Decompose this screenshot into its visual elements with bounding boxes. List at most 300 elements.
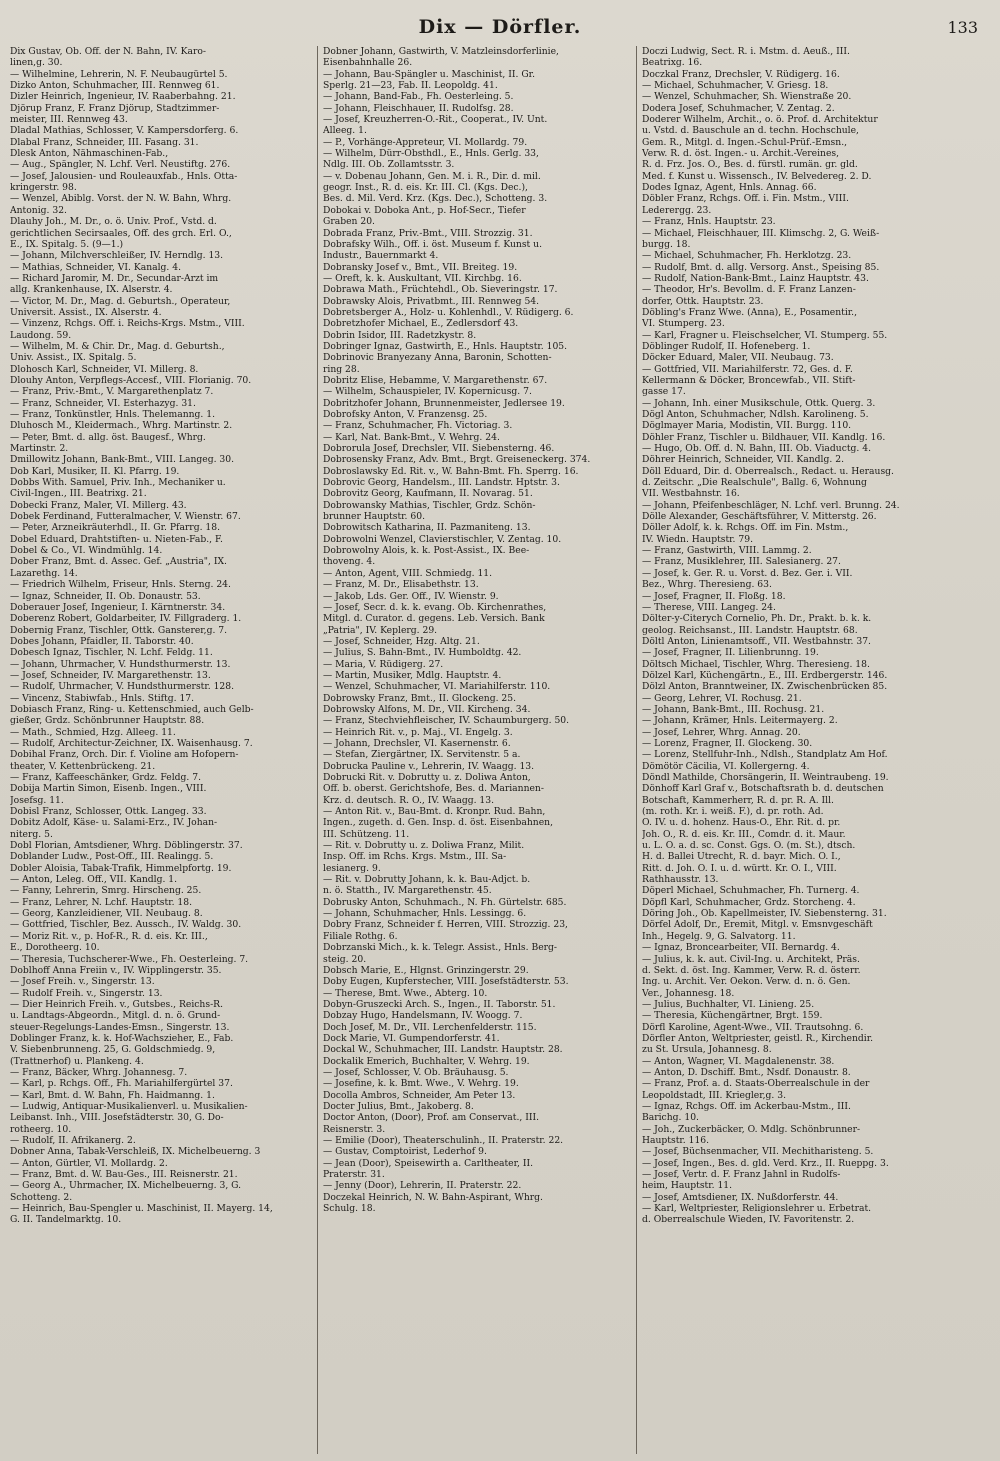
directory-entry: — P., Vorhänge-Appreteur, VI. Mollardg. 79. (323, 136, 528, 148)
directory-entry: — Oreft, k. k. Auskultant, VII. Kirchbg. 16. (323, 272, 522, 284)
directory-entry: — Franz, Hnls. Hauptstr. 23. (642, 216, 776, 228)
directory-entry: — Georg, Lehrer, VI. Rochusg. 21. (642, 692, 802, 704)
page-header (0, 12, 1000, 46)
directory-entry: Dobrowsky Alfons, M. Dr., VII. Kircheng. 34. (323, 703, 531, 715)
directory-entry: Docter Julius, Bmt., Jakoberg. 8. (323, 1100, 474, 1112)
directory-entry: Döbling's Franz Wwe. (Anna), E., Posamentir., (642, 306, 857, 318)
directory-entry: Civil-Ingen., III. Beatrixg. 21. (10, 488, 147, 500)
directory-entry: — Franz, Tonkünstler, Hnls. Thelemanng. 1. (10, 409, 216, 420)
directory-entry: dorfer, Ottk. Hauptstr. 23. (642, 295, 764, 307)
directory-entry: Mitgl. d. Curator. d. gegens. Leb. Versich. Bank (323, 613, 545, 625)
directory-entry: brunner Hauptstr. 60. (323, 511, 425, 523)
directory-entry: — Wenzel, Schuhmacher, VI. Mariahilferstr. 110. (323, 681, 551, 693)
directory-entry: Dlabal Franz, Schneider, III. Fasang. 31. (10, 136, 199, 148)
directory-entry: — Franz, Bmt. d. W. Bau-Ges., III. Reisnerstr. 21. (10, 1169, 238, 1181)
directory-entry: Dobrovitz Georg, Kaufmann, II. Novarag. 51. (323, 488, 533, 500)
directory-entry: Dix Gustav, Ob. Off. der N. Bahn, IV. Karo- (10, 46, 207, 57)
directory-entry: — Franz, Bäcker, Whrg. Johannesg. 7. (10, 1066, 188, 1078)
directory-entry: theater, V. Kettenbrückeng. 21. (10, 760, 156, 772)
directory-entry: — Wilhelm, Schauspieler, IV. Kopernicusg. 7. (323, 386, 532, 398)
directory-entry: Ver., Johannesg. 18. (642, 987, 735, 999)
directory-entry: Dölzl Anton, Branntweiner, IX. Zwischenbrücken 85. (642, 681, 888, 693)
directory-entry: Botschaft, Kammerherr, R. d. pr. R. A. Ill. (642, 794, 834, 806)
directory-entry: Doczi Ludwig, Sect. R. i. Mstm. d. Aeuß., III. (642, 46, 850, 57)
directory-entry: — Rudolf, II. Afrikanerg. 2. (10, 1135, 136, 1146)
directory-entry: R. d. Frz. Jos. O., Bes. d. fürstl. rumän. gr. gld. (642, 159, 858, 171)
directory-entry: V. Siebenbrunneng. 25, G. Goldschmiedg. 9, (10, 1044, 216, 1056)
directory-entry: Döring Joh., Ob. Kapellmeister, IV. Siebensterng. 31. (642, 908, 887, 920)
directory-entry: — Michael, Schuhmacher, Fh. Herklotzg. 23. (642, 250, 852, 262)
directory-entry: gasse 17. (642, 386, 686, 398)
directory-entry: O. IV. u. d. hohenz. Haus-O., Ehr. Rit. d. pr. (642, 817, 841, 829)
directory-entry: — Lorenz, Stellfuhr-Inh., Ndlsh., Standplatz Am Hof. (642, 749, 888, 761)
directory-entry: Praterstr. 31. (323, 1169, 385, 1181)
directory-entry: — Franz, Kaffeeschänker, Grdz. Feldg. 7. (10, 772, 202, 783)
directory-entry: Inh., Hegelg. 9, G. Salvatorg. 11. (642, 930, 796, 942)
directory-entry: — Johann, Schuhmacher, Hnls. Lessingg. 6. (323, 908, 527, 920)
directory-entry: Doblander Ludw., Post-Off., III. Realingg. 5. (10, 851, 214, 863)
directory-entry: — Ignaz, Broncearbeiter, VII. Bernardg. 4. (642, 942, 840, 954)
directory-entry: — Julius, k. k. aut. Civil-Ing. u. Architekt, Präs. (642, 953, 860, 965)
directory-entry: — Josef, k. Ger. R. u. Vorst. d. Bez. Ger. i. VII. (642, 567, 853, 579)
directory-entry: — Josef, Fragner, II. Lilienbrunng. 19. (642, 647, 819, 659)
directory-entry: Dobiasch Franz, Ring- u. Kettenschmied, auch Gelb- (10, 703, 254, 715)
directory-entry: Leibanst. Inh., VIII. Josefstädterstr. 30, G. Do- (10, 1112, 224, 1124)
directory-entry: steuer-Regelungs-Landes-Emsn., Singerstr. 13. (10, 1021, 230, 1033)
directory-entry: steig. 20. (323, 953, 367, 965)
directory-entry: VII. Westbahnstr. 16. (642, 488, 740, 500)
directory-entry: linen,g. 30. (10, 57, 63, 69)
directory-entry: — Anton, Agent, VIII. Schmiedg. 11. (323, 567, 493, 579)
directory-entry: — Richard Jaromir, M. Dr., Secundar-Arzt im (10, 272, 219, 284)
directory-entry: — Wenzel, Abiblg. Vorst. der N. W. Bahn, Whrg. (10, 193, 232, 205)
directory-entry: Dobrafsky Wilh., Off. i. öst. Museum f. Kunst u. (323, 238, 543, 250)
directory-entry: Doderer Wilhelm, Archit., o. ö. Prof. d. Architektur (642, 114, 878, 126)
directory-entry: — Karl, Bmt. d. W. Bahn, Fh. Haidmanng. 1. (10, 1089, 215, 1101)
directory-entry: Dobbs With. Samuel, Priv. Inh., Mechaniker u. (10, 477, 226, 489)
directory-entry: — Hugo, Ob. Off. d. N. Bahn, III. Ob. Viaductg. 4. (642, 443, 872, 455)
directory-entry: — Johann, Drechsler, VI. Kasernenstr. 6. (323, 737, 511, 749)
directory-entry: Insp. Off. im Rchs. Krgs. Mstm., III. Sa- (323, 851, 507, 863)
directory-entry: — v. Dobenau Johann, Gen. M. i. R., Dir. d. mil. (323, 170, 541, 182)
directory-entry: Dodes Ignaz, Agent, Hnls. Annag. 66. (642, 182, 817, 194)
directory-entry: — Josef, Ingen., Bes. d. gld. Verd. Krz., II. Rueppg. 3. (642, 1157, 889, 1169)
directory-entry: geolog. Reichsanst., III. Landstr. Hauptstr. 68. (642, 624, 858, 636)
directory-entry: — Moriz Rit. v., p. Hof-R., R. d. eis. Kr. III., (10, 930, 208, 942)
directory-entry: — Vincenz, Stabiwfab., Hnls. Stiftg. 17. (10, 692, 195, 704)
directory-entry: Dobrowansky Mathias, Tischler, Grdz. Schön- (323, 499, 536, 511)
directory-entry: III. Schützeng. 11. (323, 828, 410, 840)
directory-entry: burgg. 18. (642, 238, 691, 250)
directory-entry: — Anton, Leleg. Off., VII. Kandlg. 1. (10, 874, 178, 886)
directory-entry: Gem. R., Mitgl. d. Ingen.-Schul-Prüf.-Emsn., (642, 136, 848, 148)
directory-entry: u. Landtags-Abgeordn., Mitgl. d. n. ö. Grund- (10, 1010, 221, 1022)
directory-entry: Schulg. 18. (323, 1203, 376, 1215)
directory-entry: — Josef Freih. v., Singerstr. 13. (10, 976, 155, 988)
directory-entry: Dizko Anton, Schuhmacher, III. Rennweg 61. (10, 80, 220, 92)
directory-entry: Dobrawa Math., Früchtehdl., Ob. Sieveringstr. 17. (323, 284, 558, 296)
directory-entry: Doczkal Franz, Drechsler, V. Rüdigerg. 16. (642, 68, 840, 80)
directory-entry: Doblinger Franz, k. k. Hof-Wachszieher, E., Fab. (10, 1032, 234, 1044)
directory-entry: — Fanny, Lehrerin, Smrg. Hirscheng. 25. (10, 885, 202, 897)
directory-entry: — Rit. v. Dobrutty u. z. Doliwa Franz, Milit. (323, 840, 525, 852)
directory-entry: — Michael, Schuhmacher, V. Griesg. 18. (642, 80, 829, 92)
directory-entry: Dladal Mathias, Schlosser, V. Kampersdorferg. 6. (10, 125, 239, 137)
directory-entry: d. Sekt. d. öst. Ing. Kammer, Verw. R. d. österr. (642, 964, 861, 976)
directory-entry: Doch Josef, M. Dr., VII. Lerchenfelderstr. 115. (323, 1021, 537, 1033)
directory-entry: Doblhoff Anna Freiin v., IV. Wipplingerstr. 35. (10, 964, 222, 976)
directory-entry: Univ. Assist., IX. Spitalg. 5. (10, 352, 137, 364)
directory-entry: Eisenbahnhalle 26. (323, 57, 413, 69)
directory-entry: — Franz, Schuhmacher, Fh. Victoriag. 3. (323, 420, 513, 432)
directory-entry: E., IX. Spitalg. 5. (9—1.) (10, 238, 124, 250)
directory-entry: Dobokai v. Doboka Ant., p. Hof-Secr., Tiefer (323, 204, 526, 216)
directory-entry: Josefsg. 11. (10, 794, 64, 806)
directory-entry: — Mathias, Schneider, VI. Kanalg. 4. (10, 261, 182, 273)
directory-entry: Dobisl Franz, Schlosser, Ottk. Langeg. 33. (10, 806, 207, 818)
directory-entry: — Karl, Nat. Bank-Bmt., V. Wehrg. 24. (323, 431, 500, 443)
directory-entry: — Joh., Zuckerbäcker, O. Mdlg. Schönbrunner- (642, 1123, 861, 1135)
directory-entry: Dobner Anna, Tabak-Verschleiß, IX. Michelbeuerng. 3 (10, 1146, 261, 1158)
directory-entry: — Rudolf, Nation-Bank-Bmt., Lainz Hauptstr. 43. (642, 272, 869, 284)
directory-entry: Dobrin Isidor, III. Radetzkystr. 8. (323, 329, 477, 341)
directory-entry: — Franz, M. Dr., Elisabethstr. 13. (323, 579, 479, 591)
directory-entry: allg. Krankenhause, IX. Alserstr. 4. (10, 284, 173, 296)
directory-entry: Kellermann & Döcker, Broncewfab., VII. Stift- (642, 374, 856, 386)
directory-entry: Dmillowitz Johann, Bank-Bmt., VIII. Langeg. 30. (10, 454, 235, 466)
directory-entry: Dörfler Anton, Weltpriester, geistl. R., Kirchendir. (642, 1032, 874, 1044)
directory-entry: — Lorenz, Fragner, II. Glockeng. 30. (642, 737, 813, 749)
directory-entry: — Peter, Arzneikräuterhdl., II. Gr. Pfarrg. 18. (10, 522, 221, 534)
directory-entry: Döblinger Rudolf, II. Hofeneberg. 1. (642, 340, 811, 352)
directory-entry: — Franz, Musiklehrer, III. Salesianerg. 27. (642, 556, 841, 568)
directory-entry: Antonig. 32. (10, 204, 67, 216)
directory-entry: Dobrorula Josef, Drechsler, VII. Siebensterng. 46. (323, 443, 555, 455)
directory-entry: Dobner Johann, Gastwirth, V. Matzleinsdorferlinie, (323, 46, 559, 57)
directory-entry: heim, Hauptstr. 11. (642, 1180, 733, 1192)
directory-entry: Dobl Florian, Amtsdiener, Whrg. Döblingerstr. 37. (10, 840, 243, 852)
directory-entry: — Johann, Inh. einer Musikschule, Ottk. Querg. 3. (642, 397, 876, 409)
directory-entry: — Theresia, Tuchscherer-Wwe., Fh. Oesterleing. 7. (10, 953, 249, 965)
directory-entry: „Patria", IV. Keplerg. 29. (323, 624, 438, 636)
directory-entry: E., Dorotheerg. 10. (10, 942, 100, 954)
page-number: 133 (947, 18, 978, 37)
directory-entry: Sperlg. 21—23, Fab. II. Leopoldg. 41. (323, 80, 498, 92)
directory-entry: Döltsch Michael, Tischler, Whrg. Theresieng. 18. (642, 658, 870, 670)
directory-entry: Dlauhy Joh., M. Dr., o. ö. Univ. Prof., Vstd. d. (10, 216, 217, 228)
directory-entry: Dobesch Ignaz, Tischler, N. Lchf. Feldg. 11. (10, 647, 213, 659)
directory-entry: Dobsch Marie, E., Hlgnst. Grinzingerstr. 29. (323, 964, 529, 976)
directory-entry: — Rudolf, Architectur-Zeichner, IX. Waisenhausg. 7. (10, 737, 253, 749)
directory-entry: Dobritz Elise, Hebamme, V. Margarethenstr. 67. (323, 374, 548, 386)
directory-entry: — Karl, Weltpriester, Religionslehrer u. Erbetrat. (642, 1203, 872, 1215)
directory-entry: — Theodor, Hr's. Bevollm. d. F. Franz Lanzen- (642, 284, 856, 296)
directory-entry: Dobrucka Pauline v., Lehrerin, IV. Waagg. 13. (323, 760, 535, 772)
directory-entry: — Josef, Schlosser, V. Ob. Bräuhausg. 5. (323, 1066, 509, 1078)
directory-entry: Dobecki Franz, Maler, VI. Millerg. 43. (10, 499, 187, 511)
directory-entry: Lederergg. 23. (642, 204, 712, 216)
directory-entry: — Johann, Bank-Bmt., III. Rochusg. 21. (642, 703, 825, 715)
directory-entry: Dobel & Co., VI. Windmühlg. 14. (10, 545, 163, 557)
directory-entry: Dobrowitsch Katharina, II. Pazmaniteng. 13. (323, 522, 531, 534)
directory-entry: Dodera Josef, Schuhmacher, V. Zentag. 2. (642, 102, 835, 114)
directory-entry: Dobihal Franz, Orch. Dir. f. Violine am Hofopern- (10, 749, 239, 761)
directory-entry: Dobrofsky Anton, V. Franzensg. 25. (323, 409, 488, 420)
directory-entry: — Math., Schmied, Hzg. Alleeg. 11. (10, 726, 176, 738)
directory-entry: — Gustav, Comptoirist, Lederhof 9. (323, 1146, 487, 1158)
directory-entry: Dobrovic Georg, Handelsm., III. Landstr. Hptstr. 3. (323, 477, 560, 489)
directory-entry: Dölzel Karl, Küchengärtn., E., III. Erdbergerstr. 146. (642, 669, 888, 681)
directory-entry: Laudong. 59. (10, 329, 72, 341)
directory-entry: — Emilie (Door), Theaterschulinh., II. Praterstr. 22. (323, 1135, 564, 1146)
directory-entry: — Ignaz, Schneider, II. Ob. Donaustr. 53. (10, 590, 201, 602)
directory-entry: Doctor Anton, (Door), Prof. am Conservat., III. (323, 1112, 540, 1124)
directory-entry: — Josef, Lehrer, Whrg. Annag. 20. (642, 726, 801, 738)
directory-entry: — Jean (Door), Speisewirth a. Carltheater, II. (323, 1157, 534, 1169)
directory-entry: Dobritzhofer Johann, Brunnenmeister, Jedlersee 19. (323, 397, 565, 409)
directory-entry: H. d. Ballei Utrecht, R. d. bayr. Mich. O. I., (642, 851, 841, 863)
directory-entry: Dobrowsky Franz, Bmt., II. Glockeng. 25. (323, 692, 517, 704)
directory-entry: Docolla Ambros, Schneider, Am Peter 13. (323, 1089, 516, 1101)
directory-entry: Dob Karl, Musiker, II. Kl. Pfarrg. 19. (10, 465, 180, 477)
directory-entry: rotheerg. 10. (10, 1123, 72, 1135)
directory-entry: Dönhoff Karl Graf v., Botschaftsrath b. d. deutschen (642, 783, 884, 795)
directory-entry: Ndlg. III. Ob. Zollamtsstr. 3. (323, 159, 455, 171)
directory-entry: — Josef, Schneider, IV. Margarethenstr. 13. (10, 669, 211, 681)
directory-entry: — Victor, M. Dr., Mag. d. Geburtsh., Operateur, (10, 295, 231, 307)
directory-entry: (Trattnerhof) u. Plankeng. 4. (10, 1055, 144, 1067)
directory-entry: Joh. O., R. d. eis. Kr. III., Comdr. d. it. Maur. (642, 828, 846, 840)
directory-entry: IV. Wiedn. Hauptstr. 79. (642, 533, 754, 545)
directory-entry: meister, III. Rennweg 43. (10, 114, 128, 126)
directory-entry: Dobrinovic Branyezany Anna, Baronin, Schotten- (323, 352, 552, 364)
directory-entry: — Gottfried, Tischler, Bez. Aussch., IV. Waldg. 30. (10, 919, 242, 931)
directory-entry: — Jenny (Door), Lehrerin, II. Praterstr. 22. (323, 1180, 522, 1192)
directory-entry: — Johann, Band-Fab., Fh. Oesterleing. 5. (323, 91, 514, 103)
directory-entry: Ingen., zugeth. d. Gen. Insp. d. öst. Eisenbahnen, (323, 817, 553, 829)
directory-entry: — Rit. v. Dobrutty Johann, k. k. Bau-Adjct. b. (323, 874, 531, 886)
directory-entry: Dobes Johann, Pfaidler, II. Taborstr. 40. (10, 635, 194, 647)
directory-entry: gießer, Grdz. Schönbrunner Hauptstr. 88. (10, 715, 205, 727)
directory-entry: zu St. Ursula, Johannesg. 8. (642, 1044, 772, 1056)
directory-entry: Döndl Mathilde, Chorsängerin, II. Weintraubeng. 19. (642, 772, 889, 783)
directory-entry: Dobzay Hugo, Handelsmann, IV. Woogg. 7. (323, 1010, 523, 1022)
directory-entry: Dölter-y-Citerych Cornelio, Ph. Dr., Prakt. b. k. k. (642, 613, 872, 625)
directory-entry: Hauptstr. 116. (642, 1135, 710, 1146)
directory-entry: Dobransky Josef v., Bmt., VII. Breiteg. 19. (323, 261, 518, 273)
directory-entry: Dlohosch Karl, Schneider, VI. Millerg. 8. (10, 363, 199, 375)
directory-entry: Döperl Michael, Schuhmacher, Fh. Turnerg. 4. (642, 885, 860, 897)
directory-entry: — Vinzenz, Rchgs. Off. i. Reichs-Krgs. Mstm., VIII. (10, 318, 245, 330)
directory-entry: VI. Stumperg. 23. (642, 318, 725, 330)
directory-entry: Dockal W., Schuhmacher, III. Landstr. Hauptstr. 28. (323, 1044, 563, 1056)
directory-entry: — Aug., Spängler, N. Lchf. Verl. Neustiftg. 276. (10, 159, 231, 171)
directory-entry: Döpfl Karl, Schuhmacher, Grdz. Storcheng. 4. (642, 896, 856, 908)
directory-entry: Rathhausstr. 13. (642, 874, 719, 886)
directory-entry: — Jakob, Lds. Ger. Off., IV. Wienstr. 9. (323, 590, 499, 602)
directory-entry: Dlesk Anton, Nähmaschinen-Fab., (10, 148, 169, 160)
directory-entry: d. Zeitschr. „Die Realschule", Ballg. 6, Wohnung (642, 477, 867, 489)
directory-entry: Dobrusky Anton, Schuhmach., N. Fh. Gürtelstr. 685. (323, 896, 567, 908)
directory-entry: Dobel Eduard, Drahtstiften- u. Nieten-Fab., F. (10, 533, 223, 545)
directory-entry: Doberauer Josef, Ingenieur, I. Kärntnerstr. 34. (10, 601, 226, 613)
directory-entry: Dluhosch M., Kleidermach., Whrg. Martinstr. 2. (10, 420, 233, 432)
directory-entry: Lazarethg. 14. (10, 567, 78, 579)
directory-entry: Dizler Heinrich, Ingenieur, IV. Raaberbahng. 21. (10, 91, 236, 103)
directory-entry: Dobretzhofer Michael, E., Zedlersdorf 43. (323, 318, 519, 330)
directory-entry: Döll Eduard, Dir. d. Oberrealsch., Redact. u. Herausg. (642, 465, 894, 477)
directory-entry: Dömötör Cäcilia, VI. Kollergerng. 4. (642, 760, 810, 772)
directory-entry: Leopoldstadt, III. Kriegler,g. 3. (642, 1089, 787, 1101)
directory-entry: — Josef, Jalousien- und Rouleauxfab., Hnls. Otta- (10, 170, 238, 182)
directory-entry: Dobroslawsky Ed. Rit. v., W. Bahn-Bmt. Fh. Sperrg. 16. (323, 465, 579, 477)
directory-entry: gerichtlichen Secirsaales, Off. des grch. Erl. O., (10, 227, 232, 239)
directory-entry: Dobretsberger A., Holz- u. Kohlenhdl., V. Rüdigerg. 6. (323, 306, 574, 318)
directory-entry: Ritt. d. Joh. O. I. u. d. württ. Kr. O. I., VIII. (642, 862, 837, 874)
directory-entry: Döller Adolf, k. k. Rchgs. Off. im Fin. Mstm., (642, 522, 849, 534)
directory-entry: — Wilhelmine, Lehrerin, N. F. Neubaugürtel 5. (10, 68, 228, 80)
directory-entry: d. Oberrealschule Wieden, IV. Favoritenstr. 2. (642, 1214, 855, 1226)
directory-entry: Dober Franz, Bmt. d. Assec. Gef. „Austria", IX. (10, 556, 227, 568)
directory-entry: — Johann, Bau-Spängler u. Maschinist, II. Gr. (323, 68, 535, 80)
directory-entry: Döbler Franz, Rchgs. Off. i. Fin. Mstm., VIII. (642, 193, 849, 205)
directory-entry: Dobitz Adolf, Käse- u. Salami-Erz., IV. Johan- (10, 817, 218, 829)
directory-entry: — Anton, Wagner, VI. Magdalenenstr. 38. (642, 1055, 835, 1067)
directory-entry: Dobrosensky Franz, Adv. Bmt., Brgt. Greiseneckerg. 374. (323, 454, 591, 466)
directory-entry: — Julius, S. Bahn-Bmt., IV. Humboldtg. 42. (323, 647, 522, 659)
directory-entry: Dobrada Franz, Priv.-Bmt., VIII. Strozzig. 31. (323, 227, 533, 239)
directory-entry: — Johann, Uhrmacher, V. Hundsthurmerstr. 13. (10, 658, 231, 670)
directory-entry: — Stefan, Ziergärtner, IX. Servitenstr. 5 a. (323, 749, 521, 761)
directory-entry: Martinstr. 2. (10, 443, 69, 455)
directory-entry: — Peter, Bmt. d. allg. öst. Baugesf., Whrg. (10, 431, 206, 443)
directory-entry: — Rudolf Freih. v., Singerstr. 13. (10, 987, 163, 999)
directory-entry: Dobringer Ignaz, Gastwirth, E., Hnls. Hauptstr. 105. (323, 340, 568, 352)
directory-entry: u. Vstd. d. Bauschule an d. techn. Hochschule, (642, 125, 859, 137)
running-title: Dix — Dörfler. (418, 16, 582, 38)
directory-entry: — Georg A., Uhrmacher, IX. Michelbeuerng. 3, G. (10, 1180, 242, 1192)
directory-entry: Industr., Bauernmarkt 4. (323, 250, 439, 262)
directory-entry: Döglmayer Maria, Modistin, VII. Burgg. 110. (642, 420, 852, 432)
directory-entry: Ing. u. Archit. Ver. Oekon. Verw. d. n. ö. Gen. (642, 976, 851, 988)
directory-entry: — Wenzel, Schuhmacher, Sh. Wienstraße 20. (642, 91, 852, 103)
directory-entry: — Josef, Secr. d. k. k. evang. Ob. Kirchenrathes, (323, 601, 547, 613)
directory-entry: thoveng. 4. (323, 556, 376, 568)
directory-entry: ring 28. (323, 363, 360, 375)
directory-column-left (6, 46, 318, 1454)
directory-entry: Dobrowolny Alois, k. k. Post-Assist., IX. Bee- (323, 545, 530, 557)
directory-entry: Dlouhy Anton, Verpflegs-Accesf., VIII. Florianig. 70. (10, 374, 252, 386)
directory-entry: — Therese, Bmt. Wwe., Abterg. 10. (323, 987, 488, 999)
directory-entry: Bez., Whrg. Theresieng. 63. (642, 579, 772, 591)
directory-entry: — Julius, Buchhalter, VI. Linieng. 25. (642, 998, 815, 1010)
directory-entry: — Karl, p. Rchgs. Off., Fh. Mariahilfergürtel 37. (10, 1078, 233, 1090)
directory-entry: — Franz, Priv.-Bmt., V. Margarethenplatz 7. (10, 386, 214, 398)
directory-entry: — Georg, Kanzleidiener, VII. Neubaug. 8. (10, 908, 203, 920)
directory-entry: — Maria, V. Rüdigerg. 27. (323, 658, 444, 670)
directory-entry: Bes. d. Mil. Verd. Krz. (Kgs. Dec.), Schotteng. 3. (323, 193, 548, 205)
directory-entry: (m. roth. Kr. i. weiß. F.), d. pr. roth. Ad. (642, 806, 824, 818)
directory-entry: — Franz, Gastwirth, VIII. Lammg. 2. (642, 545, 812, 557)
directory-entry: — Josef, Fragner, II. Floßg. 18. (642, 590, 786, 602)
directory-entry: Dobrawsky Alois, Privatbmt., III. Rennweg 54. (323, 295, 540, 307)
directory-entry: Universit. Assist., IX. Alserstr. 4. (10, 306, 162, 318)
directory-entry: G. II. Tandelmarktg. 10. (10, 1214, 122, 1226)
directory-entry: — Johann, Milchverschleißer, IV. Herndlg. 13. (10, 250, 224, 262)
directory-entry: kringerstr. 98. (10, 182, 77, 194)
directory-entry: niterg. 5. (10, 828, 53, 840)
directory-entry: — Josef, Kreuzherren-O.-Rit., Cooperat., IV. Unt. (323, 114, 548, 126)
directory-entry: Dögl Anton, Schuhmacher, Ndlsh. Karolineng. 5. (642, 409, 869, 420)
directory-entry: Döcker Eduard, Maler, VII. Neubaug. 73. (642, 352, 834, 364)
directory-entry: — Martin, Musiker, Mdlg. Hauptstr. 4. (323, 669, 502, 681)
directory-entry: Dobija Martin Simon, Eisenb. Ingen., VIII. (10, 783, 207, 795)
directory-entry: — Theresia, Küchengärtner, Brgt. 159. (642, 1010, 823, 1022)
directory-entry: Reisnerstr. 3. (323, 1123, 386, 1135)
directory-entry: — Johann, Krämer, Hnls. Leitermayerg. 2. (642, 715, 838, 727)
directory-entry: — Gottfried, VII. Mariahilferstr. 72, Ges. d. F. (642, 363, 853, 375)
directory-entry: Dockalik Emerich, Buchhalter, V. Wehrg. 19. (323, 1055, 530, 1067)
directory-entry: — Heinrich, Bau-Spengler u. Maschinist, II. Mayerg. 14, (10, 1203, 273, 1215)
directory-entry: Filiale Rothg. 6. (323, 930, 398, 942)
directory-entry: Med. f. Kunst u. Wissensch., IV. Belvedereg. 2. D. (642, 170, 872, 182)
directory-entry: Döhler Franz, Tischler u. Bildhauer, VII. Kandlg. 16. (642, 431, 886, 443)
directory-entry: Graben 20. (323, 216, 375, 228)
directory-entry: Dörfl Karoline, Agent-Wwe., VII. Trautsohng. 6. (642, 1021, 864, 1033)
directory-entry: — Franz, Lehrer, N. Lchf. Hauptstr. 18. (10, 896, 193, 908)
directory-entry: Dobyn-Gruszecki Arch. S., Ingen., II. Taborstr. 51. (323, 998, 556, 1010)
directory-entry: Doczekal Heinrich, N. W. Bahn-Aspirant, Whrg. (323, 1191, 543, 1203)
directory-entry: — Anton, Gürtler, VI. Mollardg. 2. (10, 1157, 168, 1169)
directory-entry: n. ö. Statth., IV. Margarethenstr. 45. (323, 885, 492, 897)
directory-entry: geogr. Inst., R. d. eis. Kr. III. Cl. (Kgs. Dec.), (323, 182, 528, 194)
directory-entry: — Franz, Schneider, VI. Esterhazyg. 31. (10, 397, 196, 409)
directory-entry: Dobrowolni Wenzel, Clavierstischler, V. Zentag. 10. (323, 533, 562, 545)
directory-entry: — Ignaz, Rchgs. Off. im Ackerbau-Mstm., III. (642, 1100, 851, 1112)
directory-entry: Dobrzanski Mich., k. k. Telegr. Assist., Hnls. Berg- (323, 942, 558, 954)
directory-entry: Barichg. 10. (642, 1112, 699, 1124)
directory-entry: Dölle Alexander, Geschäftsführer, V. Mitterstg. 26. (642, 511, 877, 523)
directory-entry: Off. b. oberst. Gerichtshofe, Bes. d. Mariannen- (323, 783, 544, 795)
directory-entry: — Josefine, k. k. Bmt. Wwe., V. Wehrg. 19. (323, 1078, 519, 1090)
directory-entry: — Josef, Büchsenmacher, VII. Mechitharisteng. 5. (642, 1146, 874, 1158)
directory-entry: — Anton, D. Dschiff. Bmt., Nsdf. Donaustr. 8. (642, 1066, 851, 1078)
directory-entry: — Johann, Fleischhauer, II. Rudolfsg. 28. (323, 102, 514, 114)
directory-column-right (638, 46, 994, 1454)
directory-column-middle (319, 46, 637, 1454)
directory-entry: Verw. R. d. öst. Ingen.- u. Archit.-Vereines, (642, 148, 840, 160)
directory-entry: — Michael, Fleischhauer, III. Klimschg. 2, G. Weiß- (642, 227, 880, 239)
directory-entry: Dobry Franz, Schneider f. Herren, VIII. Strozzig. 23, (323, 919, 568, 931)
directory-entry: Dobernig Franz, Tischler, Ottk. Gansterer,g. 7. (10, 624, 228, 636)
directory-entry: — Rudolf, Bmt. d. allg. Versorg. Anst., Speising 85. (642, 261, 880, 273)
directory-entry: — Friedrich Wilhelm, Friseur, Hnls. Sterng. 24. (10, 579, 231, 591)
directory-entry: Dobler Aloisia, Tabak-Trafik, Himmelpfortg. 19. (10, 862, 232, 874)
directory-entry: Alleeg. 1. (323, 125, 367, 137)
directory-entry: Dörfel Adolf, Dr., Eremit, Mitgl. v. Emsnvgeschäft (642, 919, 873, 931)
directory-entry: Döltl Anton, Linienamtsoff., VII. Westbahnstr. 37. (642, 635, 871, 647)
directory-entry: — Karl, Fragner u. Fleischselcher, VI. Stumperg. 55. (642, 329, 888, 341)
directory-entry: Krz. d. deutsch. R. O., IV. Waagg. 13. (323, 794, 495, 806)
directory-entry: — Ludwig, Antiquar-Musikalienverl. u. Musikalien- (10, 1100, 248, 1112)
directory-entry: — Franz, Stechviehfleischer, IV. Schaumburgerg. 50. (323, 715, 570, 727)
directory-entry: — Rudolf, Uhrmacher, V. Hundsthurmerstr. 128. (10, 681, 235, 693)
directory-entry: — Johann, Pfeifenbeschläger, N. Lchf. verl. Brunng. 24. (642, 499, 900, 511)
directory-entry: Dobek Ferdinand, Futteralmacher, V. Wienstr. 67. (10, 511, 241, 523)
directory-entry: — Wilhelm, M. & Chir. Dr., Mag. d. Geburtsh., (10, 340, 225, 352)
directory-entry: Dock Marie, VI. Gumpendorferstr. 41. (323, 1032, 500, 1044)
directory-columns (6, 46, 994, 1454)
